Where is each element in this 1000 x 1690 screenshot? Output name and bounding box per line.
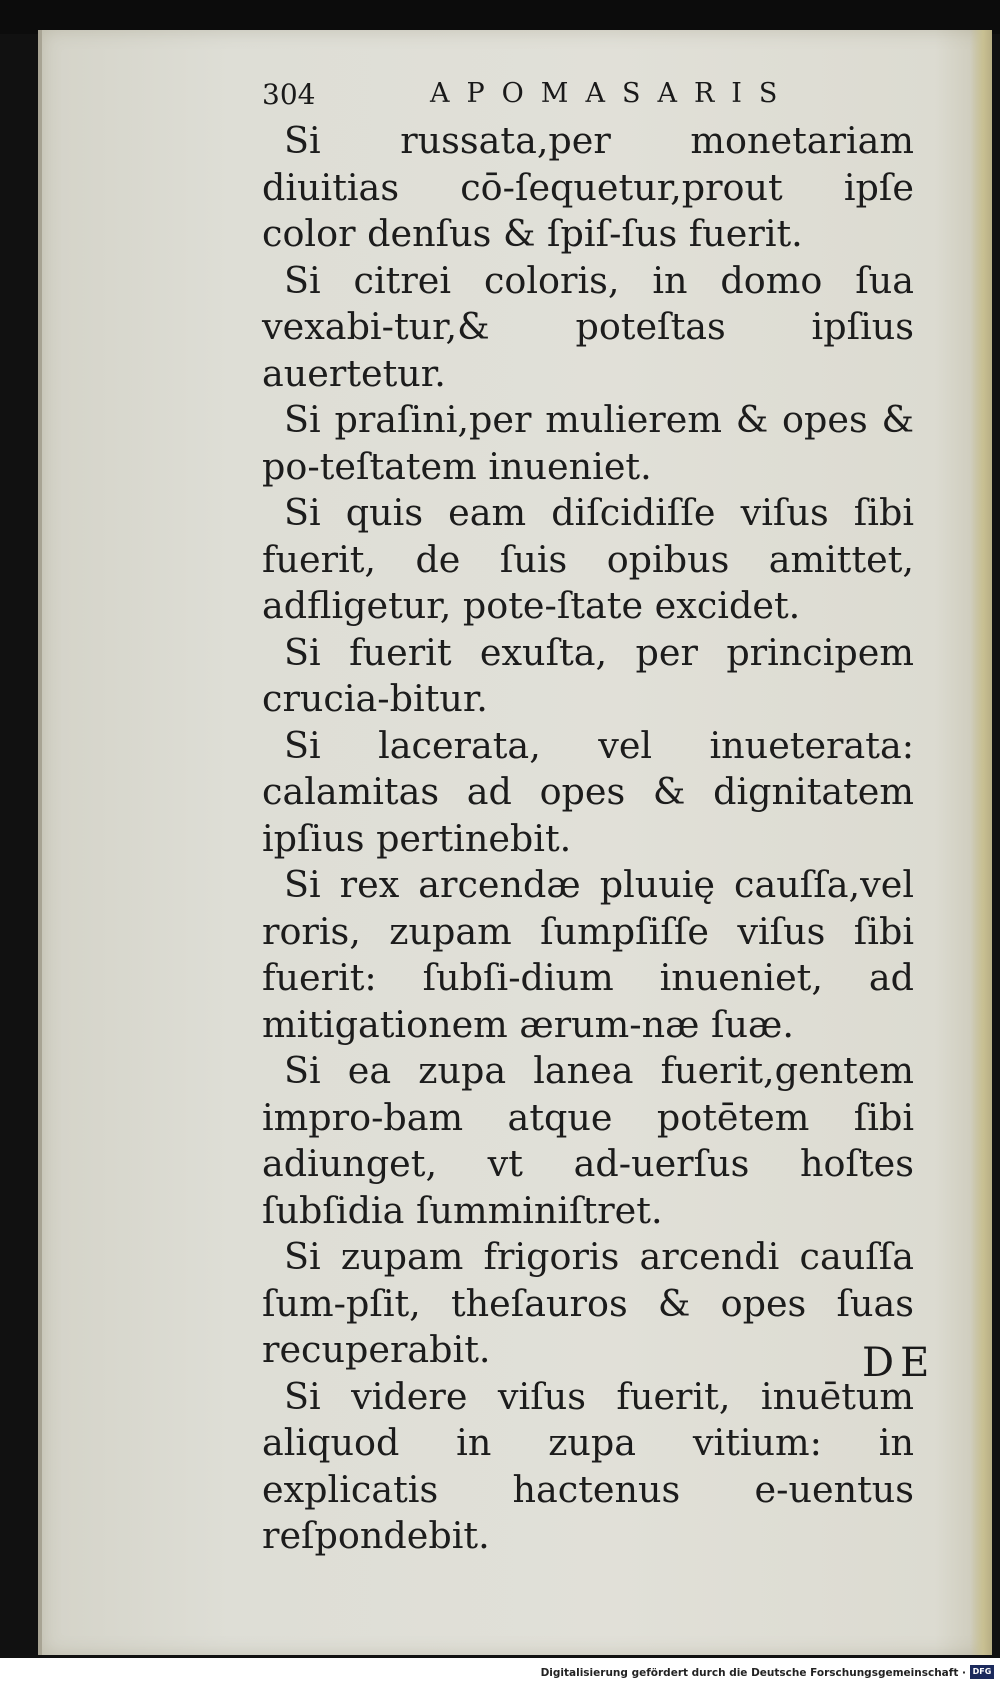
paragraph: Si quis eam diſcidiſſe viſus ſibi fuerit, de ſuis opibus amittet, adfligetur, pote-ſtate excidet.: [262, 491, 914, 627]
running-head: APOMASARIS: [430, 78, 795, 109]
dfg-logo-icon: DFG: [970, 1665, 994, 1679]
scan-background: [0, 0, 1000, 34]
paragraph: Si videre viſus fuerit, inuētum aliquod in zupa vitium: in explicatis hactenus e-uentus reſpondebit.: [262, 1374, 914, 1557]
page-number: 304: [262, 78, 316, 111]
paragraph: Si ea zupa lanea fuerit,gentem impro-bam atque potētem ſibi adiunget, vt ad-uerſus hoſtes ſubſidia ſumminiſtret.: [262, 1049, 914, 1232]
paragraph: Si zupam frigoris arcendi cauſſa ſum-pſit, theſauros & opes ſuas recuperabit.: [262, 1235, 914, 1371]
paragraph: Si rex arcendæ pluuię cauſſa,vel roris, zupam ſumpſiſſe viſus ſibi fuerit: ſubſi-dium inueniet, ad mitigationem ærum-næ ſuæ.: [262, 863, 914, 1046]
paragraph: Si citrei coloris, in domo ſua vexabi-tur,& poteſtas ipſius auertetur.: [262, 258, 914, 395]
paragraph: Si fuerit exuſta, per principem crucia-bitur.: [262, 630, 914, 720]
catchword: DE: [862, 1340, 936, 1386]
paragraph: Si russata,per monetariam diuitias cō-ſequetur,prout ipſe color denſus & ſpiſ-ſus fuerit.: [262, 119, 914, 255]
paragraph: Si lacerata, vel inueterata: calamitas ad opes & dignitatem ipſius pertinebit.: [262, 723, 914, 860]
page-edge: [970, 30, 992, 1655]
digitization-credit: Digitalisierung gefördert durch die Deutsche Forschungsgemeinschaft ·: [540, 1667, 966, 1679]
body-text: [262, 118, 914, 1560]
paragraph: Si praſini,per mulierem & opes & po-teſtatem inueniet.: [262, 398, 914, 488]
